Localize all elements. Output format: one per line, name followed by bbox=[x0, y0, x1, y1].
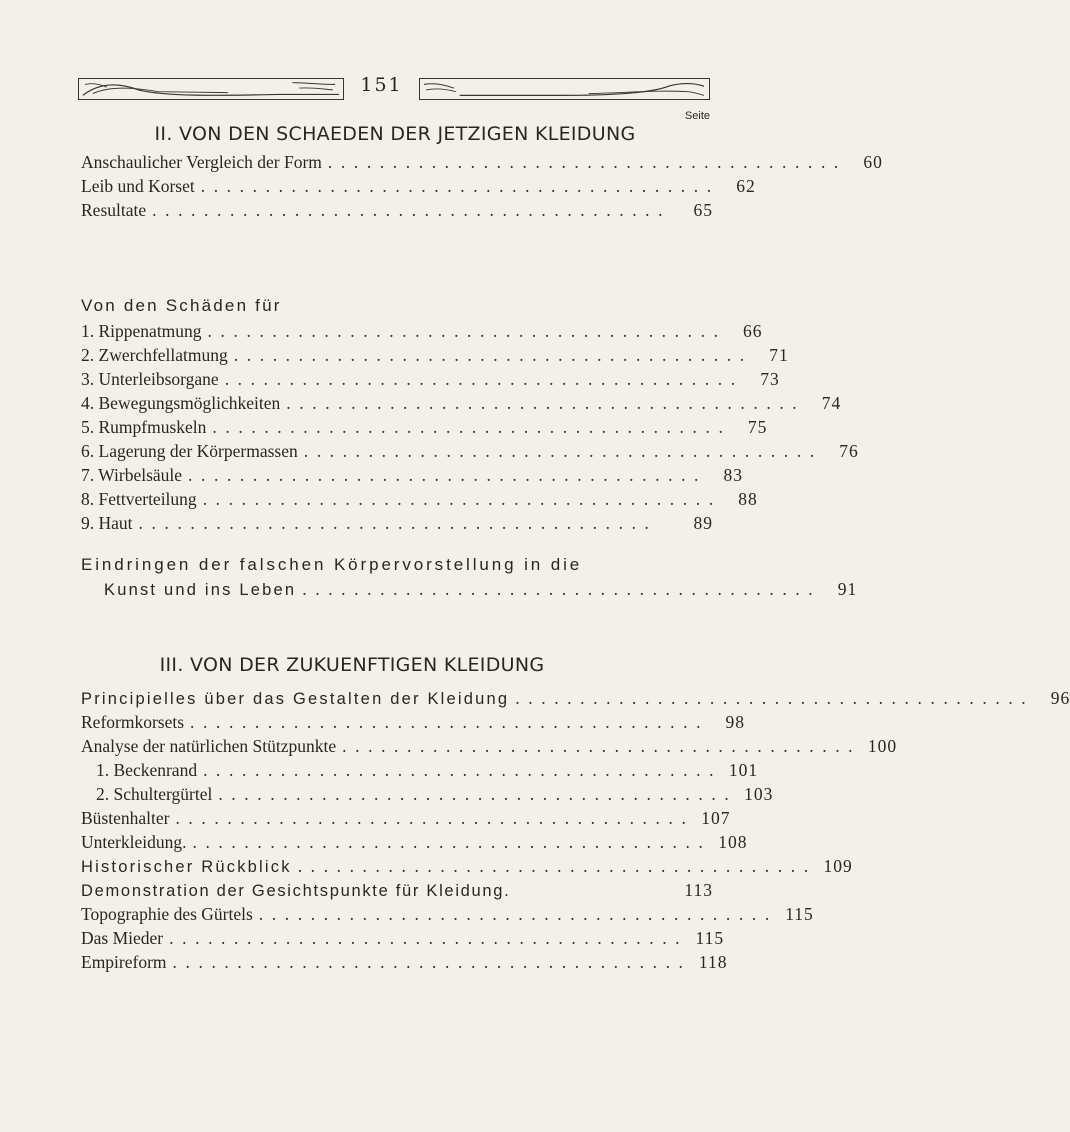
section-three-title: III. VON DER ZUKUENFTIGEN KLEIDUNG bbox=[159, 654, 545, 676]
toc-entry bbox=[81, 784, 774, 808]
entry-label: 1. Rippenatmung bbox=[81, 321, 202, 341]
toc-entry bbox=[81, 465, 744, 489]
leader-dots: ........................................ bbox=[152, 200, 672, 220]
toc-entry bbox=[81, 176, 756, 200]
entry-label: Anschaulicher Vergleich der Form bbox=[81, 152, 322, 172]
header-ornament-right bbox=[419, 78, 710, 100]
toc-entry bbox=[81, 441, 859, 465]
entry-page: 76 bbox=[839, 441, 859, 461]
entry-label: 6. Lagerung der Körpermassen bbox=[81, 441, 298, 461]
entry-label: 2. Zwerchfellatmung bbox=[81, 345, 228, 365]
leader-dots: ........................................ bbox=[192, 832, 712, 852]
toc-entry bbox=[81, 369, 780, 393]
entry-page: 107 bbox=[701, 808, 731, 828]
toc-entry bbox=[81, 928, 725, 952]
entry-page: 65 bbox=[693, 200, 713, 220]
toc-entry bbox=[81, 736, 898, 760]
leader-dots: ........................................ bbox=[188, 465, 708, 485]
leader-dots: ........................................ bbox=[212, 417, 732, 437]
leader-dots: ........................................ bbox=[224, 369, 744, 389]
leader-dots: ........................................ bbox=[200, 176, 720, 196]
toc-entry bbox=[104, 579, 858, 603]
toc-entry bbox=[81, 345, 789, 369]
entry-page: 101 bbox=[728, 760, 759, 780]
leader-dots: ........................................ bbox=[258, 904, 778, 924]
leader-dots: ........................................ bbox=[175, 808, 695, 828]
entry-page: 88 bbox=[738, 489, 758, 509]
entry-label: Leib und Korset bbox=[81, 176, 195, 196]
entry-page: 108 bbox=[718, 832, 748, 852]
leader-dots: ........................................ bbox=[327, 152, 847, 172]
entry-label: Reformkorsets bbox=[81, 712, 185, 732]
toc-entry bbox=[81, 688, 1070, 712]
header-ornament-left bbox=[78, 78, 344, 100]
entry-label: Principielles über das Gestalten der Kleidung bbox=[81, 690, 510, 708]
entry-page: 109 bbox=[823, 856, 853, 876]
page-number: 151 bbox=[360, 74, 403, 96]
entry-label: 5. Rumpfmuskeln bbox=[81, 417, 207, 437]
leader-dots: ........................................ bbox=[233, 345, 753, 365]
entry-label: Topographie des Gürtels bbox=[81, 904, 253, 924]
entry-label: 1. Beckenrand bbox=[96, 760, 198, 780]
entry-label: Empireform bbox=[81, 952, 167, 972]
entry-page: 115 bbox=[785, 904, 814, 924]
toc-entry bbox=[81, 152, 883, 176]
leader-dots: ........................................ bbox=[202, 489, 722, 509]
entry-label: Unterkleidung. bbox=[81, 832, 187, 852]
entry-page: 73 bbox=[760, 369, 780, 389]
entry-label: 2. Schultergürtel bbox=[96, 784, 213, 804]
page-column-label: Seite bbox=[684, 110, 710, 122]
leader-dots: ........................................ bbox=[297, 856, 817, 876]
entry-page: 115 bbox=[695, 928, 725, 948]
entry-label: 3. Unterleibsorgane bbox=[81, 369, 219, 389]
entry-page: 100 bbox=[867, 736, 898, 756]
damages-subheading: Von den Schäden für bbox=[81, 296, 282, 315]
entry-page: 75 bbox=[747, 417, 768, 437]
toc-entry bbox=[81, 856, 853, 880]
leader-dots: ........................................ bbox=[515, 688, 1035, 708]
entry-label: Kunst und ins Leben bbox=[104, 581, 297, 599]
entry-page: 60 bbox=[863, 152, 883, 172]
toc-entry bbox=[81, 760, 759, 784]
entry-page: 96 bbox=[1050, 688, 1070, 708]
toc-entry bbox=[81, 808, 731, 832]
entry-page: 113 bbox=[684, 880, 713, 900]
entry-label: 7. Wirbelsäule bbox=[81, 465, 183, 485]
leader-dots: ........................................ bbox=[172, 952, 692, 972]
leader-dots: ........................................ bbox=[169, 928, 689, 948]
entry-label: Demonstration der Gesichtspunkte für Kleidung. bbox=[81, 882, 511, 900]
entry-label: Das Mieder bbox=[81, 928, 164, 948]
entry-page: 62 bbox=[736, 176, 756, 196]
leader-dots: ........................................ bbox=[190, 712, 710, 732]
entry-page: 91 bbox=[837, 579, 858, 599]
toc-entry bbox=[81, 200, 713, 224]
entry-label: Analyse der natürlichen Stützpunkte bbox=[81, 736, 337, 756]
section-two-title: II. VON DEN SCHAEDEN DER JETZIGEN KLEIDUNG bbox=[154, 123, 636, 145]
toc-entry bbox=[81, 832, 748, 856]
leader-dots: ........................................ bbox=[342, 736, 862, 756]
leader-dots: ........................................ bbox=[286, 393, 806, 413]
entry-page: 98 bbox=[725, 712, 746, 732]
toc-entry bbox=[81, 321, 763, 345]
entry-page: 66 bbox=[743, 321, 763, 341]
entry-label: 9. Haut bbox=[81, 513, 133, 533]
entry-page: 103 bbox=[744, 784, 774, 804]
leader-dots: ........................................ bbox=[303, 441, 823, 461]
entry-label: Resultate bbox=[81, 200, 147, 220]
toc-entry bbox=[81, 393, 842, 417]
toc-entry bbox=[81, 904, 814, 928]
leader-dots: ........................................ bbox=[207, 321, 727, 341]
entry-page: 83 bbox=[723, 465, 744, 485]
entry-page: 74 bbox=[821, 393, 842, 413]
toc-entry bbox=[81, 712, 746, 736]
entry-label: Historischer Rückblick bbox=[81, 858, 292, 876]
toc-entry bbox=[81, 952, 728, 976]
entry-label: 4. Bewegungsmöglichkeiten bbox=[81, 393, 281, 413]
entry-page: 118 bbox=[698, 952, 728, 972]
toc-entry bbox=[81, 880, 713, 904]
entry-page: 89 bbox=[693, 513, 713, 533]
closing-line-first: Eindringen der falschen Körpervorstellung in die bbox=[81, 555, 583, 574]
entry-page: 71 bbox=[769, 345, 789, 365]
entry-label: Büstenhalter bbox=[81, 808, 170, 828]
entry-label: 8. Fettverteilung bbox=[81, 489, 197, 509]
toc-entry bbox=[81, 489, 758, 513]
leader-dots: ........................................ bbox=[138, 513, 658, 533]
toc-entry bbox=[81, 513, 713, 537]
leader-dots: ........................................ bbox=[203, 760, 723, 780]
toc-entry bbox=[81, 417, 768, 441]
leader-dots: ........................................ bbox=[218, 784, 738, 804]
leader-dots: ........................................ bbox=[302, 579, 822, 599]
